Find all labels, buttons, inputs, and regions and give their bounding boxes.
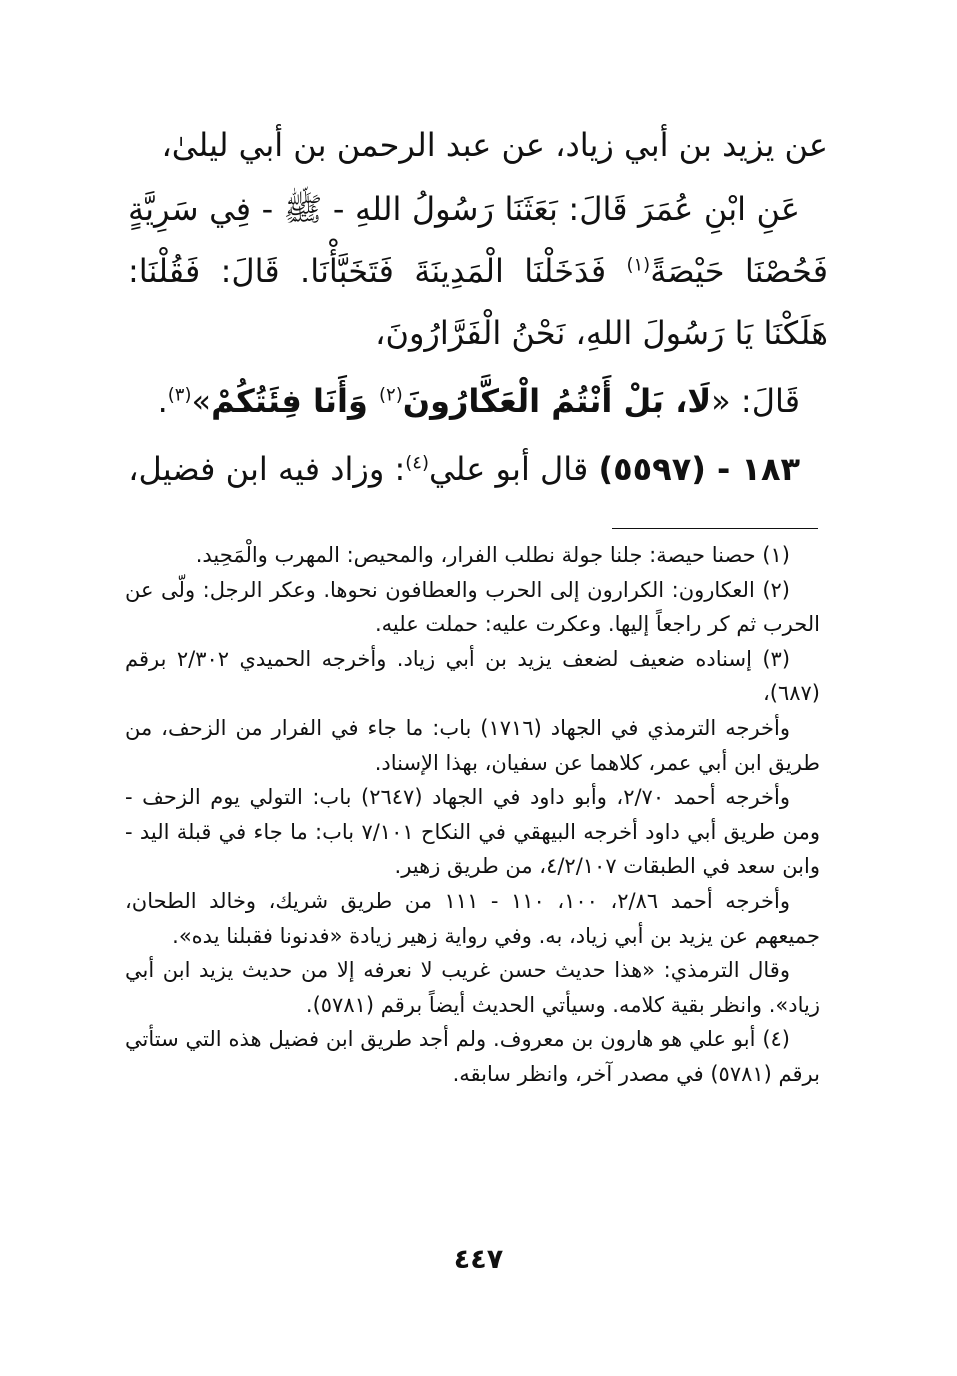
footnote-ref-3: (٣) bbox=[167, 384, 192, 406]
hadith-183-text-1: قال أبو علي bbox=[428, 450, 599, 488]
footnote-3: (٣) إسناده ضعيف لضعف يزيد بن أبي زياد. وأخرجه الحميدي ٢/٣٠٢ برقم (٦٨٧)، bbox=[125, 646, 820, 706]
saying-bold-1: لَا، بَلْ أَنْتُمُ الْعَكَّارُونَ bbox=[402, 382, 712, 420]
hadith-183-text-2: : وزاد فيه ابن فضيل، bbox=[128, 450, 406, 488]
footnote-2: (٢) العكارون: الكرارون إلى الحرب والعطافون نحوها. وعكر الرجل: ولّى عن الحرب ثم كر راجعاً إليها. وعكرت عليه: حملت عليه. bbox=[125, 577, 820, 637]
hadith-text-part1: عَنِ ابْنِ عُمَرَ قَالَ: بَعَثَنَا رَسُولُ اللهِ - ﷺ - فِي سَرِيَّةٍ فَحُصْنَا حَيْصَةً bbox=[128, 190, 829, 290]
footnote-4: (٤) أبو علي هو هارون بن معروف. ولم أجد طريق ابن فضيل هذه التي ستأتي برقم (٥٧٨١) في مصدر آخر، وانظر سابقه. bbox=[125, 1027, 820, 1086]
footnote-separator bbox=[612, 528, 818, 529]
footnote-ref-2: (٢) bbox=[379, 384, 403, 406]
footnote-1: (١) حصنا حيصة: جلنا جولة نطلب الفرار، والمحيص: المهرب والْمَحِيد. bbox=[195, 543, 790, 567]
footnotes bbox=[125, 538, 820, 1092]
saying-end: . bbox=[157, 382, 168, 420]
hadith-paragraph bbox=[128, 178, 828, 364]
hadith-text-part2: فَدَخَلْنَا الْمَدِينَةَ فَتَخَبَّأْنَا. قَالَ: فَقُلْنَا: هَلَكْنَا يَا رَسُولَ اللهِ، نَحْنُ الْفَرَّارُونَ، bbox=[128, 252, 828, 352]
main-line-1 bbox=[128, 114, 828, 176]
footnote-3-ahmad-sharik: وأخرجه أحمد ٢/٨٦، ١٠٠، ١١٠ - ١١١ من طريق شريك، وخالد الطحان، جميعهم عن يزيد بن أبي زياد، به. وفي رواية زهير زيادة «فدنونا فقبلنا يده». bbox=[125, 888, 820, 948]
page-number: ٤٤٧ bbox=[453, 1244, 504, 1275]
hadith-183-paragraph bbox=[128, 438, 828, 500]
footnote-ref-1: (١) bbox=[626, 254, 651, 276]
saying-bold-2: وَأَنَا فِئَتُكُمْ bbox=[211, 382, 380, 420]
prophet-saying-paragraph bbox=[128, 370, 828, 432]
footnote-ref-4: (٤) bbox=[405, 452, 429, 474]
footnote-3-tirmidhi: وأخرجه الترمذي في الجهاد (١٧١٦) باب: ما جاء في الفرار من الزحف، من طريق ابن أبي عمر، كلاهما عن سفيان، بهذا الإسناد. bbox=[125, 715, 820, 775]
saying-prefix: قَالَ: « bbox=[711, 382, 800, 420]
main-text bbox=[128, 114, 828, 500]
main-line-1-text: عن يزيد بن أبي زياد، عن عبد الرحمن بن أبي ليلىٰ، bbox=[161, 126, 828, 164]
saying-suffix: » bbox=[191, 382, 212, 420]
footnote-3-tirmidhi-comment: وقال الترمذي: «هذا حديث حسن غريب لا نعرفه إلا من حديث يزيد ابن أبي زياد». وانظر بقية كلامه. وسيأتي الحديث أيضاً برقم (٥٧٨١). bbox=[125, 958, 820, 1017]
hadith-number: ١٨٣ - (٥٥٩٧) bbox=[598, 450, 800, 488]
footnote-3-ahmad-abudawud: وأخرجه أحمد ٢/٧٠، وأبو داود في الجهاد (٢٦٤٧) باب: التولي يوم الزحف - ومن طريق أبي داود أخرجه البيهقي في النكاح ٧/١٠١ باب: ما جاء في قبلة اليد - وابن سعد في الطبقات ٤/٢/١٠٧، من طريق زهير. bbox=[125, 785, 820, 879]
